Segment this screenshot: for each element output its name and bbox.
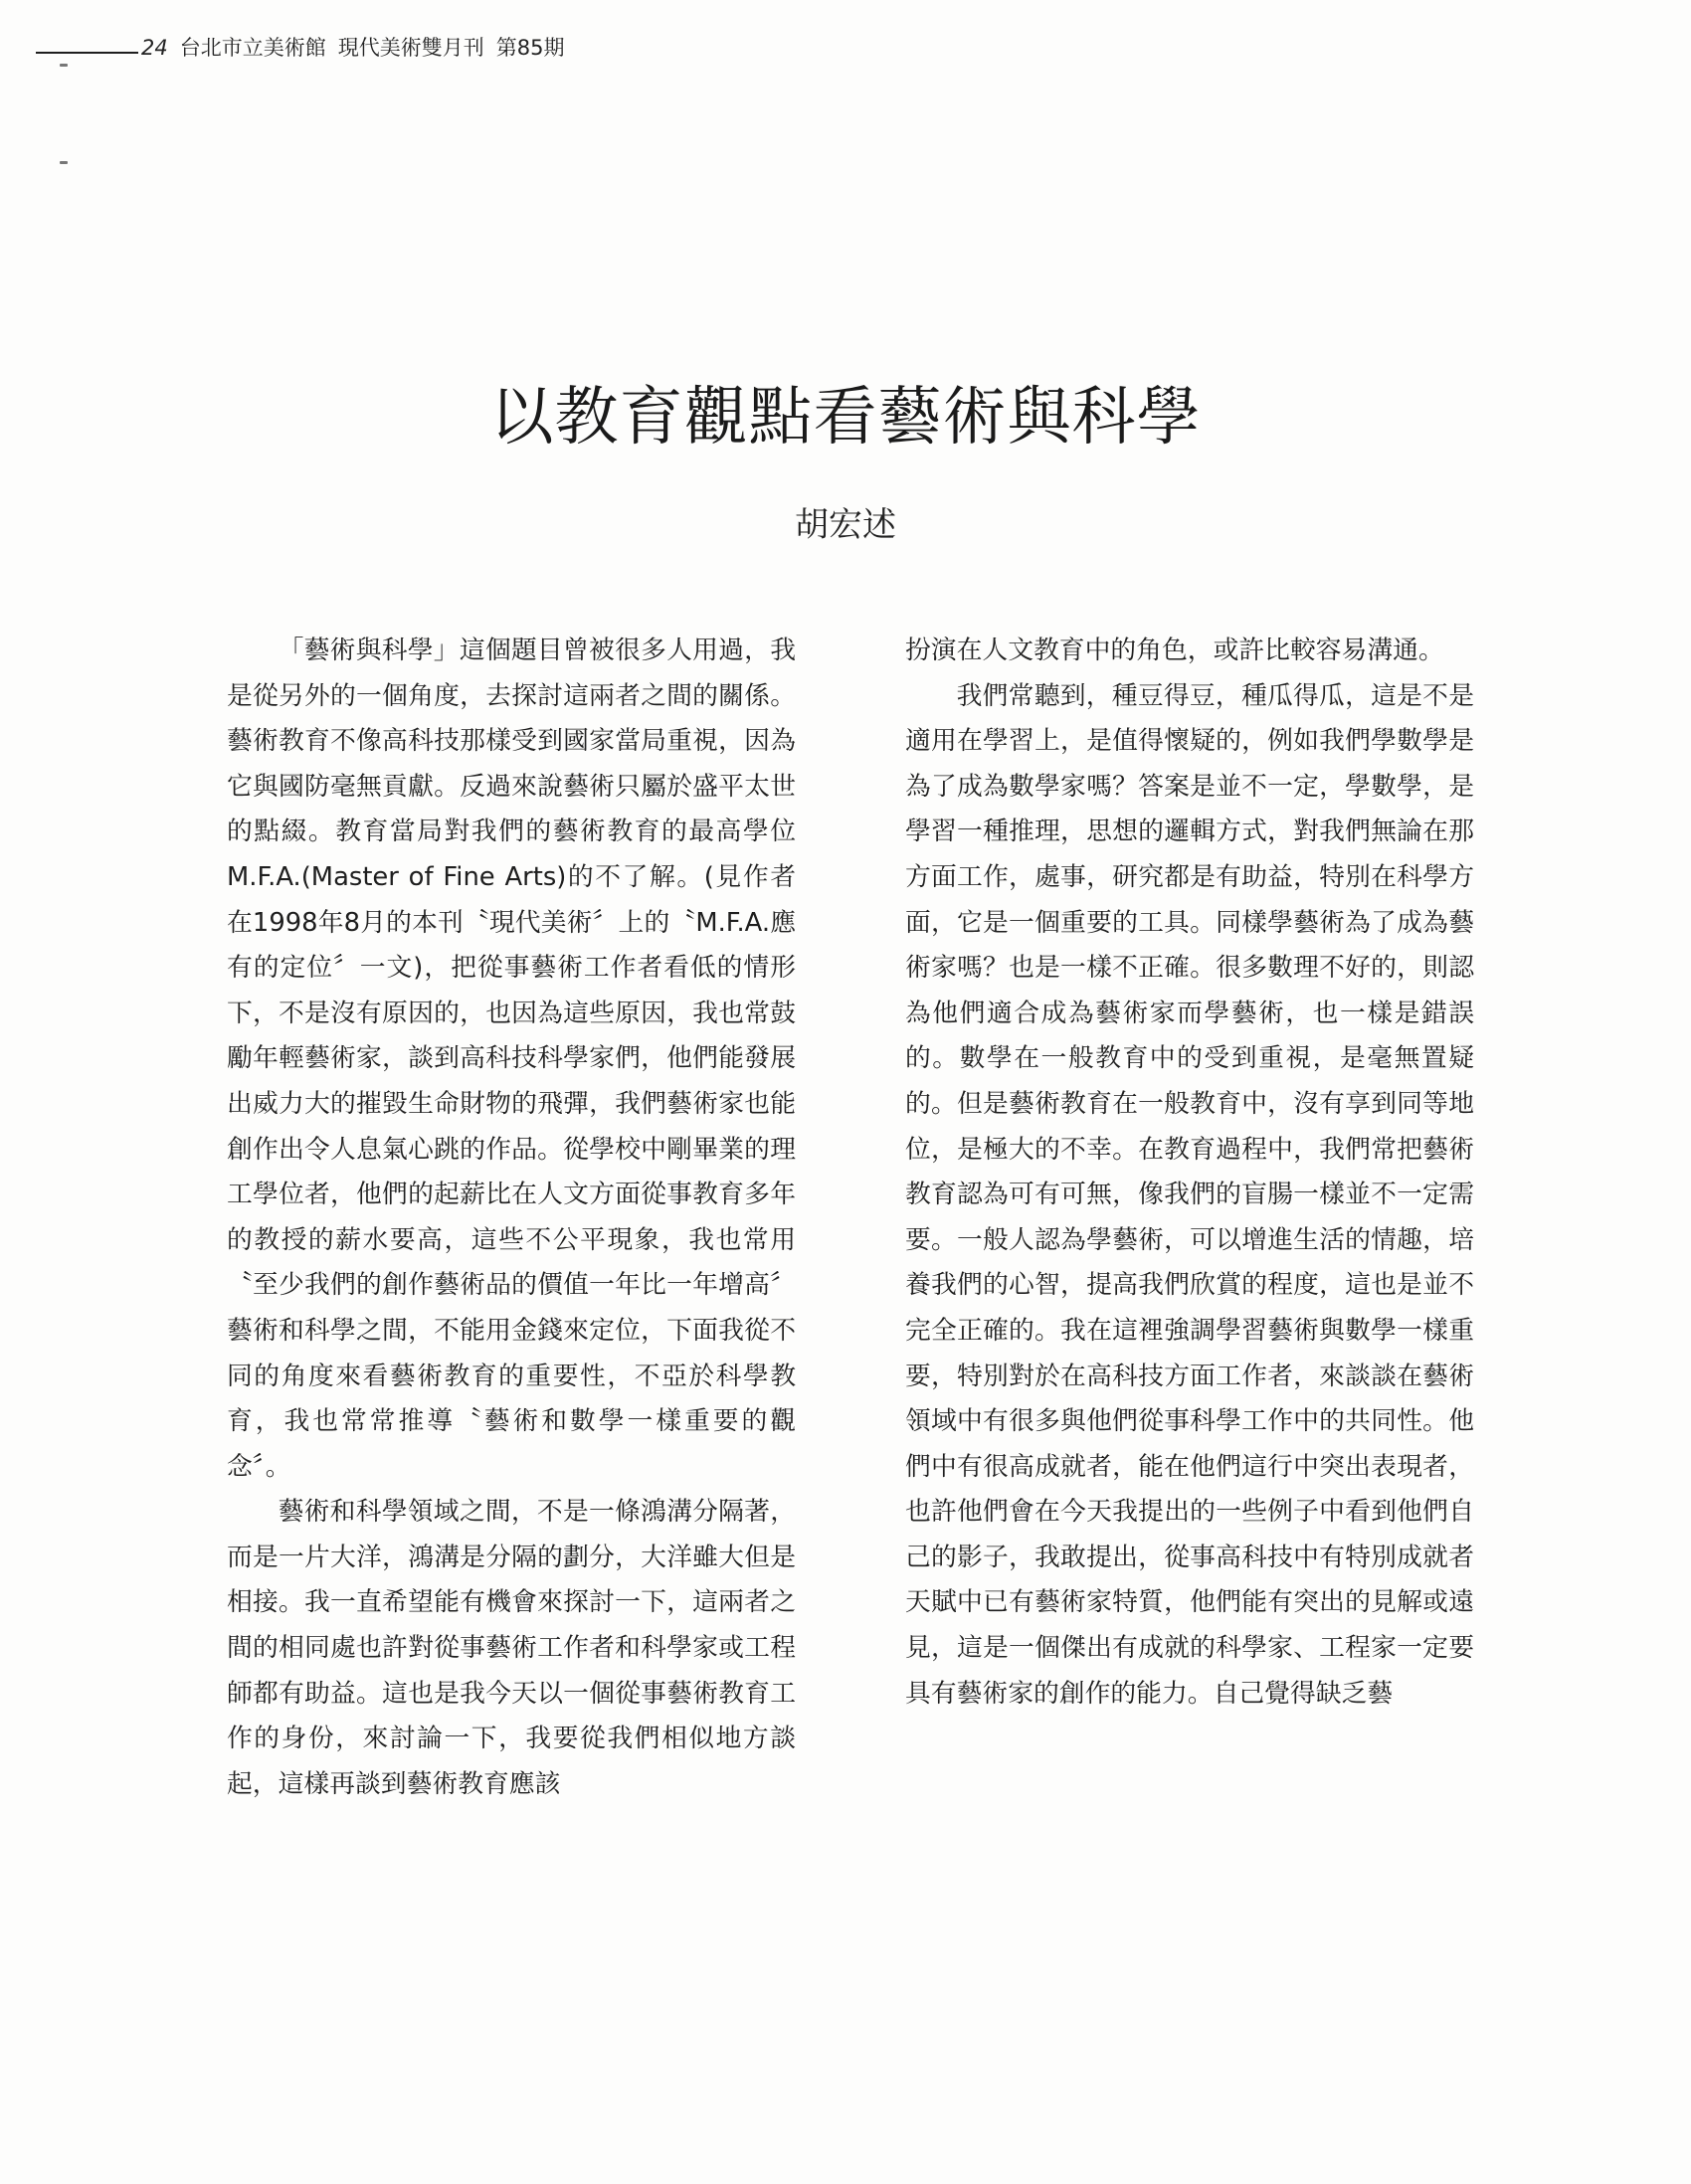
page-number: 24 xyxy=(141,36,168,60)
paragraph: 扮演在人文教育中的角色，或許比較容易溝通。 xyxy=(905,636,1444,665)
left-column xyxy=(227,629,796,1807)
publication-name: 現代美術雙月刊 xyxy=(337,36,484,60)
paragraph: 我們常聽到，種豆得豆，種瓜得瓜，這是不是適用在學習上，是值得懷疑的，例如我們學數學是為了成為數學家嗎？答案是並不一定，學數學，是學習一種推理，思想的邏輯方式，對我們無論在那方面工作，處事，研究都是有助益，特別在科學方面，它是一個重要的工具。同樣學藝術為了成為藝術家嗎？也是一樣不正確。很多數理不好的，則認為他們適合成為藝術家而學藝術，也一樣是錯誤的。數學在一般教育中的受到重視，是毫無置疑的。但是藝術教育在一般教育中，沒有享到同等地位，是極大的不幸。在教育過程中，我們常把藝術教育認為可有可無，像我們的盲腸一樣並不一定需要。一般人認為學藝術，可以增進生活的情趣，培養我們的心智，提高我們欣賞的程度，這也是並不完全正確的。我在這裡強調學習藝術與數學一樣重要，特別對於在高科技方面工作者，來談談在藝術領域中有很多與他們從事科學工作中的共同性。他們中有很高成就者，能在他們這行中突出表現者，也許他們會在今天我提出的一些例子中看到他們自己的影子，我敢提出，從事高科技中有特別成就者天賦中已有藝術家特質，他們能有突出的見解或遠見，這是一個傑出有成就的科學家、工程家一定要具有藝術家的創作的能力。自己覺得缺乏藝 xyxy=(905,680,1474,1709)
paragraph: 「藝術與科學」這個題目曾被很多人用過，我是從另外的一個角度，去探討這兩者之間的關係。藝術教育不像高科技那樣受到國家當局重視，因為它與國防毫無貢獻。反過來說藝術只屬於盛平太世的點綴。教育當局對我們的藝術教育的最高學位M.F.A.(Master of Fine Arts)的不了解。(見作者在1998年8月的本刊〝現代美術〞上的〝M.F.A.應有的定位〞一文)，把從事藝術工作者看低的情形下，不是沒有原因的，也因為這些原因，我也常鼓勵年輕藝術家，談到高科技科學家們，他們能發展出威力大的摧毀生命財物的飛彈，我們藝術家也能創作出令人息氣心跳的作品。從學校中剛畢業的理工學位者，他們的起薪比在人文方面從事教育多年的教授的薪水要高，這些不公平現象，我也常用〝至少我們的創作藝術品的價值一年比一年增高〞藝術和科學之間，不能用金錢來定位，下面我從不同的角度來看藝術教育的重要性，不亞於科學教育，我也常常推導〝藝術和數學一樣重要的觀念〞。 xyxy=(227,636,796,1482)
issue-number: 第85期 xyxy=(495,36,565,60)
museum-name: 台北市立美術館 xyxy=(179,36,326,60)
article-title: 以教育觀點看藝術與科學 xyxy=(489,380,1202,455)
margin-mark xyxy=(60,64,68,67)
article-author: 胡宏述 xyxy=(795,505,896,545)
margin-mark xyxy=(60,161,68,164)
running-header xyxy=(141,30,576,66)
paragraph: 藝術和科學領域之間，不是一條鴻溝分隔著，而是一片大洋，鴻溝是分隔的劃分，大洋雖大但是相接。我一直希望能有機會來探討一下，這兩者之間的相同處也許對從事藝術工作者和科學家或工程師都有助益。這也是我今天以一個從事藝術教育工作的身份，來討論一下，我要從我們相似地方談起，這樣再談到藝術教育應該 xyxy=(227,1497,796,1799)
right-column xyxy=(905,629,1474,1717)
header-rule xyxy=(36,52,138,54)
